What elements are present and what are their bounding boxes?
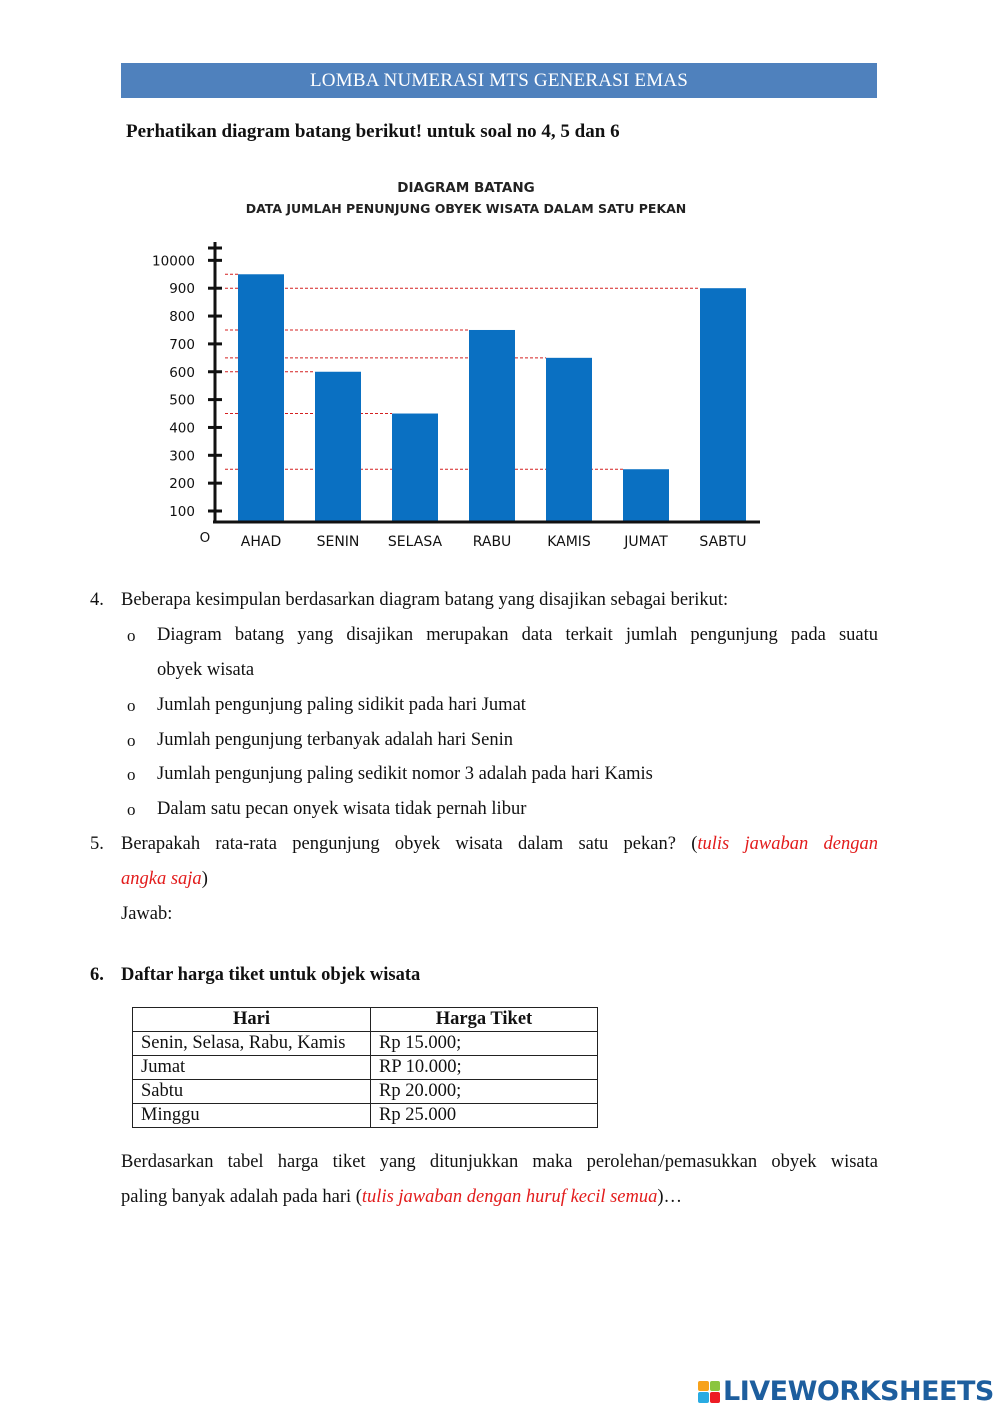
answer-hint: tulis jawaban dengan [697, 834, 879, 854]
y-tick-label: 700 [169, 336, 195, 353]
table-cell-day [133, 1032, 371, 1056]
answer-hint: tulis jawaban dengan huruf kecil semua [361, 1187, 658, 1207]
x-tick-label: SABTU [699, 534, 747, 550]
bar-kamis [546, 358, 592, 522]
y-tick-label: 900 [169, 281, 195, 298]
bullet-text: Jumlah pengunjung paling sedikit nomor 3 adalah pada hari Kamis [157, 764, 653, 784]
question-number: 6. [90, 965, 104, 985]
ticket-price-table [132, 1007, 598, 1128]
question-text: Beberapa kesimpulan berdasarkan diagram batang yang disajikan sebagai berikut: [121, 590, 729, 610]
question-text-cont [121, 1180, 878, 1215]
y-tick-label: 500 [169, 392, 195, 409]
bullet-marker: o [127, 696, 136, 715]
question-text-cont [121, 862, 878, 897]
text-suffix: )… [657, 1187, 683, 1207]
y-tick-label: 800 [169, 309, 195, 326]
x-tick-label: SENIN [316, 534, 360, 550]
table-row [133, 1056, 598, 1080]
text-prefix: paling banyak adalah pada hari ( [121, 1187, 362, 1207]
x-tick-label: JUMAT [624, 534, 668, 550]
table-cell-price: Rp 25.000 [371, 1104, 598, 1128]
bar-rabu [469, 330, 515, 522]
x-tick-label: SELASA [387, 534, 443, 550]
question-text: Berdasarkan tabel harga tiket yang ditunjukkan maka perolehan/pemasukkan obyek wisata [121, 1152, 878, 1172]
y-ticks [152, 248, 222, 520]
table-row [133, 1080, 598, 1104]
bullet-marker: o [127, 731, 136, 750]
answer-hint-cont: angka saja [121, 869, 202, 889]
intro-instruction: Perhatikan diagram batang berikut! untuk soal no 4, 5 dan 6 [126, 121, 620, 142]
x-tick-label: AHAD [240, 534, 282, 550]
question-title: Daftar harga tiket untuk objek wisata [121, 965, 421, 985]
header-day: Hari [133, 1008, 371, 1032]
question-number: 5. [90, 834, 104, 854]
y-tick-label: 200 [169, 476, 195, 493]
brand-name: LIVEWORKSHEETS [723, 1376, 994, 1407]
bar-ahad [238, 274, 284, 522]
bar-selasa [392, 414, 438, 522]
bullet-text: Jumlah pengunjung paling sidikit pada hari Jumat [157, 695, 526, 715]
question-5 [0, 827, 1000, 937]
chart-title: DIAGRAM BATANG [397, 180, 535, 196]
bar-sabtu [700, 288, 746, 522]
question-text-main: Berapakah rata-rata pengunjung obyek wisata dalam satu pekan? ( [121, 834, 698, 854]
bar-jumat [623, 469, 669, 522]
y-tick-label: 600 [169, 364, 195, 381]
question-6-heading [0, 958, 1000, 993]
y-tick-label: 10000 [152, 253, 195, 270]
y-tick-label: 400 [169, 420, 195, 437]
table-header-row [133, 1008, 598, 1032]
bullet-text: Diagram batang yang disajikan merupakan data terkait jumlah pengunjung pada suatu [157, 625, 878, 645]
bar-senin [315, 372, 361, 522]
answer-label: Jawab: [121, 904, 173, 924]
table-cell-day: Jumat [133, 1056, 371, 1080]
bullet-text: Dalam satu pecan onyek wisata tidak pernah libur [157, 799, 527, 819]
table-cell-price: Rp 15.000; [371, 1032, 598, 1056]
table-row [133, 1104, 598, 1128]
question-4 [0, 583, 1000, 823]
table-cell-price: RP 10.000; [371, 1056, 598, 1080]
cell-text: Senin, Selasa, Rabu, Kamis [141, 1033, 346, 1053]
x-tick-label: KAMIS [547, 534, 591, 550]
question-text [121, 827, 878, 862]
y-tick-label: 100 [169, 504, 195, 520]
table-row [133, 1032, 598, 1056]
header-banner [121, 63, 877, 98]
chart-subtitle: DATA JUMLAH PENUNJUNG OBYEK WISATA DALAM SATU PEKAN [245, 201, 687, 216]
bullet-marker: o [127, 765, 136, 784]
bullet-text-cont: obyek wisata [157, 660, 255, 680]
y-tick-label: 300 [169, 448, 195, 465]
bars [238, 274, 746, 522]
x-tick-label: RABU [472, 534, 512, 550]
x-labels [241, 534, 747, 550]
liveworksheets-logo [698, 1376, 994, 1407]
table-cell-day: Sabtu [133, 1080, 371, 1104]
bullet-marker: o [127, 626, 136, 645]
liveworksheets-icon [698, 1381, 720, 1403]
header-title: LOMBA NUMERASI MTS GENERASI EMAS [310, 69, 688, 91]
table-cell-price: Rp 20.000; [371, 1080, 598, 1104]
header-price: Harga Tiket [371, 1008, 598, 1032]
bar-chart [120, 170, 770, 560]
question-6-body [0, 1145, 1000, 1215]
bullet-marker: o [127, 800, 136, 819]
origin-label: O [199, 530, 211, 546]
close-paren: ) [201, 869, 208, 889]
guide-lines [225, 274, 700, 469]
question-number: 4. [90, 590, 104, 610]
table-cell-day: Minggu [133, 1104, 371, 1128]
bullet-text: Jumlah pengunjung terbanyak adalah hari Senin [157, 730, 514, 750]
